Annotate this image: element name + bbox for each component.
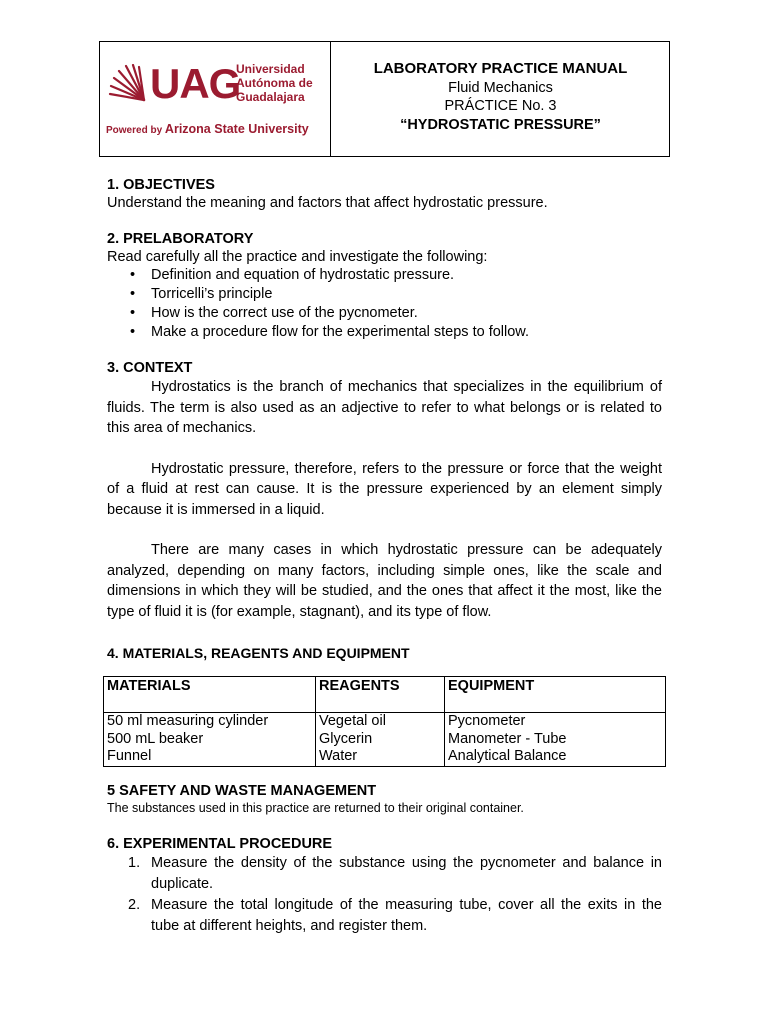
table-row: [104, 713, 666, 767]
safety-heading: 5 SAFETY AND WASTE MANAGEMENT: [107, 783, 377, 799]
objectives-section: [107, 176, 662, 212]
university-logo: [100, 42, 331, 156]
context-paragraph: Hydrostatics is the branch of mechanics that specializes in the equilibrium of fluids. The term is also used as an adjective to refer to what belongs or is related to this area of mechanics.: [107, 379, 662, 436]
course-name: Fluid Mechanics: [448, 79, 553, 96]
safety-section: [107, 782, 662, 816]
manual-title: LABORATORY PRACTICE MANUAL: [373, 60, 628, 77]
prelaboratory-intro: Read carefully all the practice and investigate the following:: [107, 249, 488, 265]
objectives-heading: 1. OBJECTIVES: [107, 177, 215, 193]
list-item: 2. Measure the total longitude of the measuring tube, cover all the exits in the tube at different heights, and register them.: [128, 897, 662, 934]
context-heading: 3. CONTEXT: [107, 360, 193, 376]
table-header-row: [104, 677, 666, 713]
list-item: • Make a procedure flow for the experimental steps to follow.: [151, 323, 662, 342]
materials-table: [103, 676, 666, 767]
column-header-equipment: EQUIPMENT: [445, 677, 666, 713]
column-header-materials: MATERIALS: [104, 677, 316, 713]
objectives-text: Understand the meaning and factors that affect hydrostatic pressure.: [107, 195, 548, 211]
materials-heading: 4. MATERIALS, REAGENTS AND EQUIPMENT: [107, 645, 410, 661]
list-item: • How is the correct use of the pycnometer.: [151, 304, 662, 323]
equipment-cell: Pycnometer Manometer - Tube Analytical Balance: [445, 713, 666, 767]
logo-acronym: UAG: [150, 60, 241, 107]
logo-fan-emblem: [106, 64, 146, 102]
procedure-heading: 6. EXPERIMENTAL PROCEDURE: [107, 836, 333, 852]
prelaboratory-section: [107, 230, 662, 342]
logo-powered-by: Powered by Arizona State University: [106, 122, 309, 136]
list-item: 1. Measure the density of the substance using the pycnometer and balance in duplicate.: [128, 855, 662, 892]
practice-title: “HYDROSTATIC PRESSURE”: [400, 116, 601, 133]
list-item: • Torricelli’s principle: [151, 285, 662, 304]
procedure-steps: [107, 853, 662, 937]
logo-university-name: Universidad Autónoma de Guadalajara: [236, 62, 313, 104]
practice-number: PRÁCTICE No. 3: [444, 98, 557, 114]
procedure-section: [107, 835, 662, 937]
document-header: [99, 41, 670, 157]
context-paragraph: There are many cases in which hydrostatic pressure can be adequately analyzed, depending on many factors, including simple ones, like the scale and dimensions in which they will be studied, and the ones that affect it the most, like the type of fluid it is (for example, stagnant), and its type of flow.: [107, 542, 662, 620]
safety-text: The substances used in this practice are returned to their original container.: [107, 801, 524, 815]
manual-title-block: [331, 42, 670, 156]
context-section: [107, 359, 662, 622]
column-header-reagents: REAGENTS: [316, 677, 445, 713]
reagents-cell: Vegetal oil Glycerin Water: [316, 713, 445, 767]
materials-cell: 50 ml measuring cylinder 500 mL beaker Funnel: [104, 713, 316, 767]
list-item: • Definition and equation of hydrostatic pressure.: [151, 266, 662, 285]
prelaboratory-list: [107, 266, 662, 342]
context-paragraph: Hydrostatic pressure, therefore, refers to the pressure or force that the weight of a fluid at rest can cause. It is the pressure experienced by an element simply because it is immersed in a liquid.: [107, 460, 662, 518]
materials-section: [107, 644, 662, 662]
prelaboratory-heading: 2. PRELABORATORY: [107, 231, 254, 247]
